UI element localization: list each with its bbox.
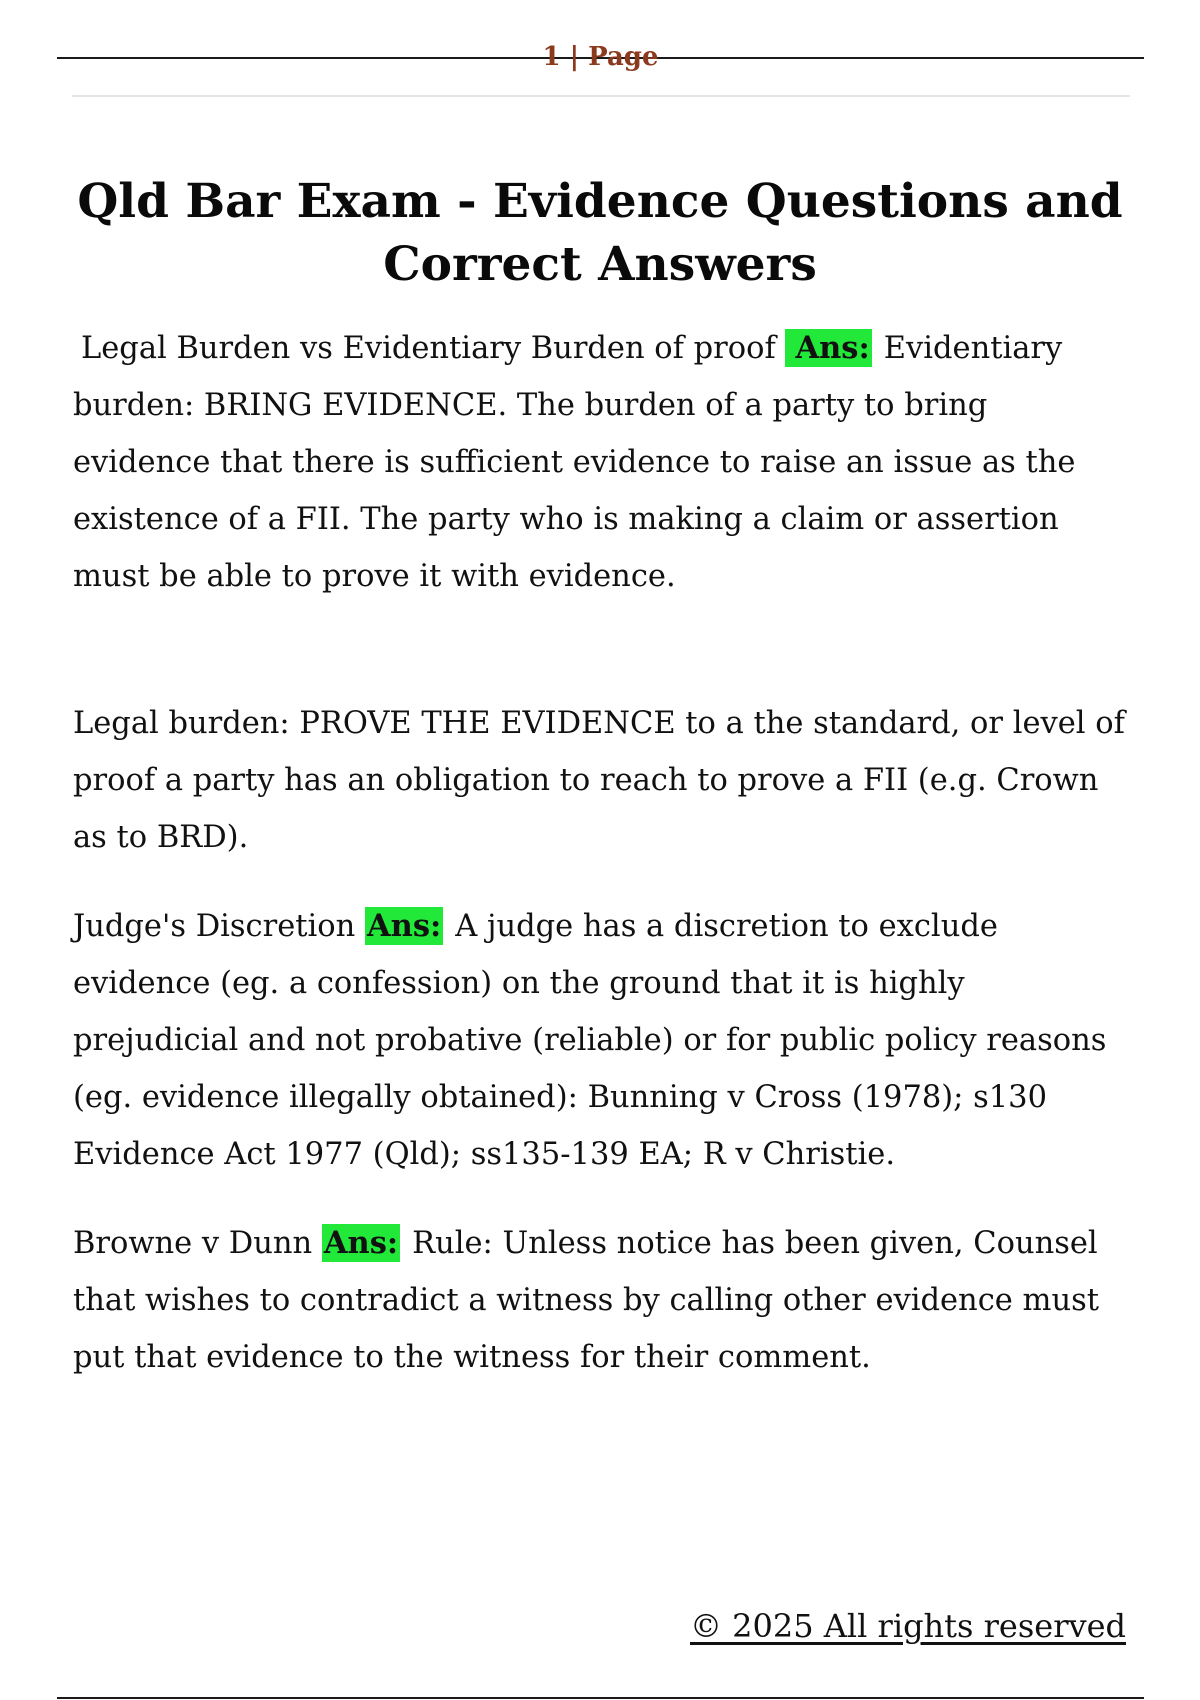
question-text: Legal Burden vs Evidentiary Burden of proof bbox=[81, 331, 786, 366]
question-text: Browne v Dunn bbox=[73, 1226, 322, 1261]
answer-text: Legal burden: PROVE THE EVIDENCE to a the standard, or level of proof a party has an obligation to reach to prove a FII (e.g. Crown as to BRD). bbox=[73, 706, 1125, 855]
answer-text: Rule: Unless notice has been given, Counsel that wishes to contradict a witness by calling other evidence must put that evidence to the witness for their comment. bbox=[73, 1226, 1099, 1375]
qa-item-judges-discretion bbox=[73, 898, 1133, 1183]
document-title: Qld Bar Exam - Evidence Questions and Correct Answers bbox=[77, 174, 1123, 292]
question-text: Judge's Discretion bbox=[73, 909, 365, 944]
copyright-notice: © 2025 All rights reserved bbox=[690, 1607, 1126, 1645]
qa-item-legal-burden bbox=[73, 320, 1133, 605]
page-number: 1 | Page bbox=[542, 42, 659, 72]
document-body bbox=[73, 320, 1133, 1418]
footer-line bbox=[57, 1697, 1144, 1699]
header-divider bbox=[72, 95, 1130, 97]
qa-item-browne-v-dunn bbox=[73, 1215, 1133, 1386]
answer-tag: Ans: bbox=[785, 329, 871, 367]
answer-text: Evidentiary burden: BRING EVIDENCE. The burden of a party to bring evidence that there is sufficient evidence to raise an issue as the existence of a FII. The party who is making a claim or assertion must be able to prove it with evidence. bbox=[73, 331, 1076, 594]
page-header bbox=[57, 40, 1144, 80]
answer-tag: Ans: bbox=[323, 1225, 399, 1261]
answer-text: A judge has a discretion to exclude evidence (eg. a confession) on the ground that it is highly prejudicial and not probative (reliable) or for public policy reasons (eg. evidence illegally obtained): Bunning v Cross (1978); s130 Evidence Act 1977 (Qld); ss135-139 EA; R v Christie. bbox=[73, 909, 1107, 1172]
answer-tag: Ans: bbox=[366, 908, 442, 944]
answer-continuation bbox=[73, 695, 1133, 866]
